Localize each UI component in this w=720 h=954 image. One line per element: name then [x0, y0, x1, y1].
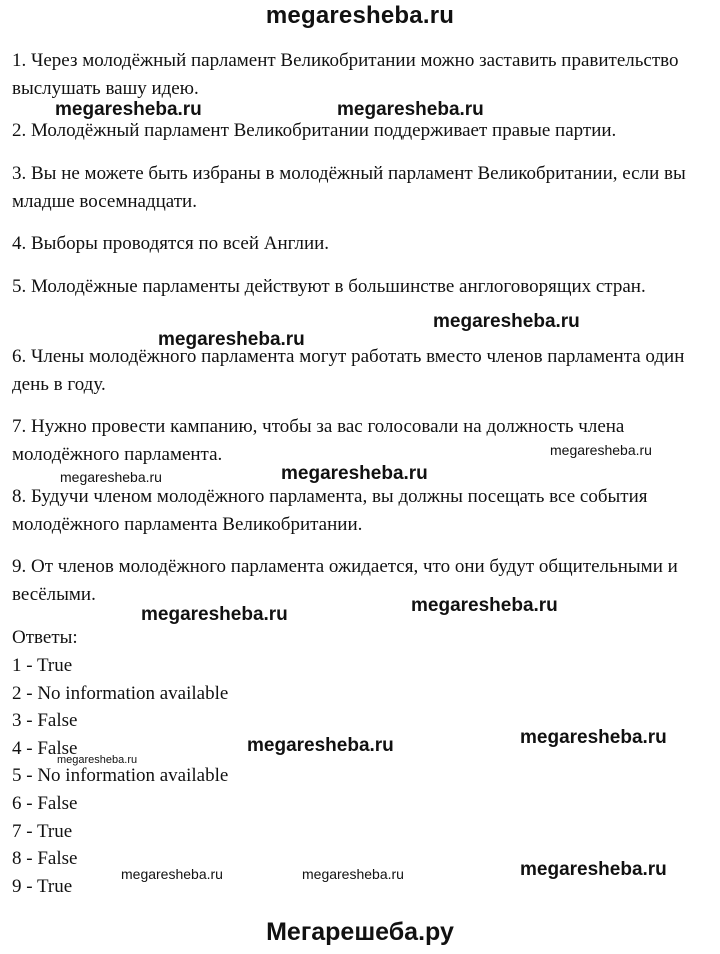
answer-item: 7 - True: [12, 820, 73, 842]
answer-item: 3 - False: [12, 710, 78, 732]
watermark: megaresheba.ru: [520, 727, 667, 748]
site-footer: Мегарешеба.ру: [266, 918, 454, 946]
statement-1: 1. Через молодёжный парламент Великобритании можно заставить правительство выслушать вашу идею.: [12, 50, 679, 99]
site-header: megaresheba.ru: [265, 2, 455, 29]
answer-item: 8 - False: [12, 848, 78, 870]
statement-8: 8. Будучи членом молодёжного парламента, вы должны посещать все события молодёжного парламента Великобритании.: [12, 486, 648, 535]
answers-title: Ответы:: [12, 627, 78, 648]
watermark: megaresheba.ru: [302, 866, 404, 882]
answer-item: 2 - No information available: [12, 682, 229, 704]
watermark: megaresheba.ru: [60, 469, 162, 485]
watermark: megaresheba.ru: [520, 859, 667, 880]
answer-item: 4 - False: [12, 737, 78, 759]
statement-5: 5. Молодёжные парламенты действуют в большинстве англоговорящих стран.: [12, 276, 646, 297]
watermark: megaresheba.ru: [433, 311, 580, 332]
answer-item: 6 - False: [12, 792, 78, 814]
statement-7: 7. Нужно провести кампанию, чтобы за вас голосовали на должность члена молодёжного парламента.: [12, 416, 625, 465]
answer-item: 1 - True: [12, 655, 73, 676]
statement-6: 6. Члены молодёжного парламента могут работать вместо членов парламента один день в году.: [12, 346, 685, 395]
answer-item: 5 - No information available: [12, 765, 229, 787]
statement-4: 4. Выборы проводятся по всей Англии.: [12, 233, 330, 254]
watermark: megaresheba.ru: [281, 463, 428, 484]
watermark: megaresheba.ru: [337, 99, 484, 120]
watermark: megaresheba.ru: [55, 99, 202, 120]
watermark: megaresheba.ru: [411, 595, 558, 616]
statement-9: 9. От членов молодёжного парламента ожидается, что они будут общительными и весёлыми.: [12, 556, 678, 605]
watermark: megaresheba.ru: [550, 442, 652, 458]
watermark: megaresheba.ru: [121, 866, 223, 882]
answers-list: [12, 652, 228, 900]
statement-3: 3. Вы не можете быть избраны в молодёжный парламент Великобритании, если вы младше восемнадцати.: [12, 163, 686, 212]
watermark: megaresheba.ru: [158, 329, 305, 350]
statement-2: 2. Молодёжный парламент Великобритании поддерживает правые партии.: [12, 120, 617, 141]
watermark: megaresheba.ru: [247, 735, 394, 756]
answer-item: 9 - True: [12, 875, 73, 897]
watermark: megaresheba.ru: [57, 754, 138, 766]
watermark: megaresheba.ru: [141, 604, 288, 625]
